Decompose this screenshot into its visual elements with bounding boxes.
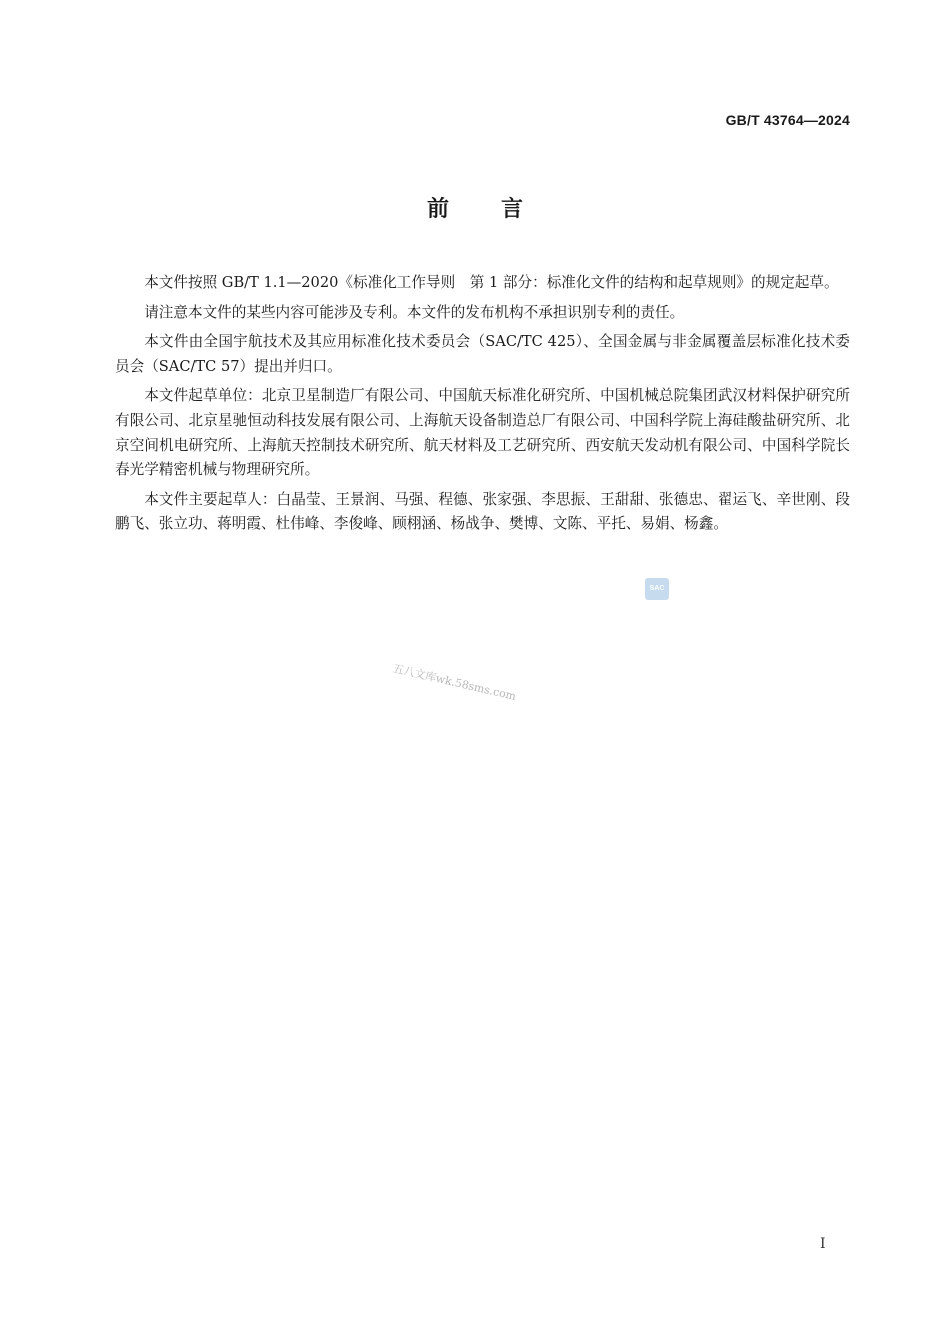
paragraph-patent-notice: 请注意本文件的某些内容可能涉及专利。本文件的发布机构不承担识别专利的责任。 <box>144 303 685 321</box>
paragraph-drafting-rules: 本文件按照 GB/T 1.1—2020《标准化工作导则 第 1 部分：标准化文件的结构和起草规则》的规定起草。 <box>144 274 839 291</box>
sac-logo-text: SAC <box>649 585 665 592</box>
paragraph-proposer: 本文件由全国宇航技术及其应用标准化技术委员会（SAC/TC 425）、全国金属与非金属覆盖层标准化技术委员会（SAC/TC 57）提出并归口。 <box>115 333 850 375</box>
paragraph-drafting-units: 本文件起草单位：北京卫星制造厂有限公司、中国航天标准化研究所、中国机械总院集团武汉材料保护研究所有限公司、北京星驰恒动科技发展有限公司、上海航天设备制造总厂有限公司、中国科学院上海硅酸盐研究所、北京空间机电研究所、上海航天控制技术研究所、航天材料及工艺研究所、西安航天发动机有限公司、中国科学院长春光学精密机械与物理研究所。 <box>115 387 850 479</box>
foreword-body <box>115 271 850 542</box>
standard-code: GB/T 43764—2024 <box>725 112 850 128</box>
page-number: I <box>820 1236 826 1252</box>
page-title: 前言 <box>426 197 575 222</box>
watermark-text: 五八文库wk.58sms.com <box>391 661 518 703</box>
paragraph-drafters: 本文件主要起草人：白晶莹、王景润、马强、程德、张家强、李思振、王甜甜、张德忠、翟运飞、辛世刚、段鹏飞、张立功、蒋明霞、杜伟峰、李俊峰、顾栩涵、杨战争、樊博、文陈、平托、易娟、杨鑫。 <box>115 490 850 533</box>
sac-logo-icon <box>645 578 669 600</box>
